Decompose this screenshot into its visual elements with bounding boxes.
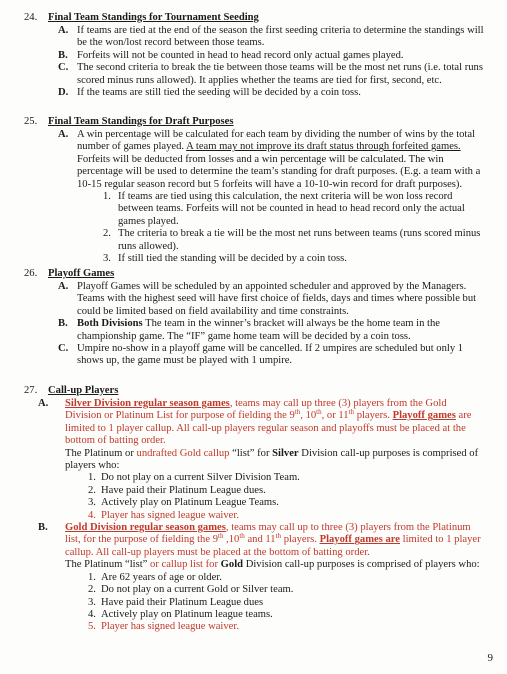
silver-heading: Silver Division regular season games [65, 398, 230, 409]
item-label: B. [58, 318, 68, 330]
sub-label: 2. [88, 584, 96, 596]
item-label: A. [58, 281, 69, 292]
page-number: 9 [487, 652, 493, 664]
callup-gold [0, 522, 507, 572]
list-intro-text: The Platinum “list” [65, 559, 148, 571]
sub-label: 1. [103, 191, 111, 203]
list-intro-red: or callup list for [150, 559, 219, 571]
sub-text: Have paid their Platinum League dues [101, 596, 264, 608]
item-text: The team in the winner’s bracket will always be the home team in the championship game. The “IF” game home team will be decided by a coin toss. [77, 318, 440, 342]
item-label: A. [38, 398, 49, 409]
playoff-games-label: Playoff games [392, 410, 456, 422]
sub-text: Do not play on a current Gold or Silver team. [101, 584, 294, 596]
silver-list-intro [65, 448, 485, 473]
item-label: D. [58, 87, 69, 99]
sub-label: 3. [88, 596, 96, 608]
item-text: If teams are tied at the end of the season the first seeding criteria to determine the standings will be the won/lost record between those teams. [77, 25, 484, 49]
sub-label: 2. [88, 484, 96, 496]
list-intro-text: Division call-up purposes is comprised of players who: [65, 447, 479, 472]
section-27 [0, 385, 507, 634]
gold-heading: Gold Division regular season games [65, 522, 226, 534]
silver-text: , 10 [300, 410, 317, 422]
sub-text: Have paid their Platinum League dues. [101, 484, 266, 496]
sub-text: Actively play on Platinum League Teams. [101, 497, 279, 509]
sub-label: 4. [88, 509, 96, 521]
item-bold-lead: Both Divisions [77, 318, 143, 330]
sub-text: Actively play on Platinum league teams. [101, 608, 273, 620]
callup-silver [0, 398, 507, 472]
item-label: B. [58, 49, 68, 61]
sub-label: 1. [88, 472, 96, 484]
sub-label: 3. [103, 253, 111, 265]
item-text: Forfeits will not be counted in head to head record only actual games played. [77, 49, 404, 61]
list-intro-bold: Gold [220, 559, 244, 571]
section-24 [0, 12, 507, 99]
list-intro-text: The Platinum or [65, 447, 134, 459]
section-number: 24. [24, 12, 38, 23]
item-text-cont: Forfeits will be deducted from losses and a win percentage will be calculated. The win percentage will be used to determine the team’s standing for draft purposes. (E.g. a team with a 10-15 regular season record but 5 forfeits will have a 10-10-win record for draft purposes). [77, 153, 481, 190]
superscript: th [239, 532, 245, 541]
underlined-rule: A team may not improve its draft status through forfeited games. [186, 141, 461, 153]
section-number: 27. [24, 385, 38, 396]
section-26 [0, 268, 507, 368]
item-label: A. [58, 129, 69, 140]
list-intro-text: “list” for [232, 447, 270, 459]
sub-text: Player has signed league waiver. [101, 509, 239, 521]
item-text: If the teams are still tied the seeding will be decided by a coin toss. [77, 87, 361, 99]
item-text: Umpire no-show in a playoff game will be cancelled. If 2 umpires are scheduled but only 1 shows up, the game must be played with 1 umpire. [77, 343, 464, 367]
list-intro-text: Division call-up purposes is comprised of players who: [245, 559, 480, 571]
superscript: th [218, 532, 224, 541]
item-label: C. [58, 343, 69, 355]
silver-text: , teams may call up three (3) players from the Gold Division or Platinum List for purpose of fielding the 9 [65, 398, 447, 422]
section-title: Playoff Games [48, 268, 115, 279]
sub-label: 3. [88, 497, 96, 509]
sub-label: 5. [88, 621, 96, 633]
gold-text: , teams may call up to three (3) players from the Platinum list, for the purpose of fielding the 9 [65, 522, 471, 546]
sub-label: 2. [103, 228, 111, 240]
silver-text: are limited to 1 player callup. All call-up players regular season and playoffs must be placed at the bottom of batting order. [65, 410, 472, 447]
list-intro-red: undrafted Gold callup [136, 447, 230, 459]
superscript: th [316, 408, 322, 417]
sub-label: 4. [88, 608, 96, 620]
item-label: A. [58, 25, 69, 36]
item-text: A win percentage will be calculated for each team by dividing the number of wins by the total number of games played. [77, 129, 476, 153]
section-number: 26. [24, 268, 38, 279]
gold-list-intro [65, 559, 485, 571]
section-title: Final Team Standings for Draft Purposes [48, 116, 234, 127]
sub-text: If still tied the standing will be decided by a coin toss. [118, 253, 347, 265]
section-25 [0, 116, 507, 265]
item-text: Playoff Games will be scheduled by an appointed scheduler and approved by the Managers. Teams with the highest seed will have first choice of fields, days and times where possible but could be limited based on field availability and time constraints. [77, 281, 477, 317]
superscript: th [275, 532, 282, 541]
gold-text: limited to 1 player callup. All call-up players must be placed at the bottom of batting order. [65, 534, 481, 558]
sub-text: Do not play on a current Silver Division Team. [101, 472, 300, 484]
superscript: th [348, 408, 355, 417]
list-intro-bold: Silver [272, 447, 299, 459]
gold-text: players. [281, 534, 317, 546]
sub-text: Player has signed league waiver. [101, 621, 239, 633]
sub-text: The criteria to break a tie will be the most net runs between teams (runs scored minus runs allowed). [118, 228, 481, 252]
section-title: Final Team Standings for Tournament Seeding [48, 12, 259, 23]
item-text: The second criteria to break the tie between those teams will be the most net runs (i.e. total runs scored minus runs allowed). It applies whether the teams are tied for first, second, etc. [77, 62, 483, 86]
section-number: 25. [24, 116, 38, 127]
sub-label: 1. [88, 571, 96, 583]
playoff-games-label: Playoff games are [319, 534, 401, 546]
silver-text: players. [354, 410, 390, 422]
gold-text: ,10 [223, 534, 240, 546]
sub-text: Are 62 years of age or older. [101, 571, 222, 583]
superscript: th [294, 408, 301, 417]
gold-text: and 11 [244, 534, 276, 546]
silver-text: , or 11 [321, 410, 349, 422]
section-title: Call-up Players [48, 385, 119, 396]
item-label: C. [58, 62, 69, 74]
sub-text: If teams are tied using this calculation, the next criteria will be won loss record between teams. Forfeits will not be counted in head to head record only the actual games played. [118, 191, 465, 227]
item-label: B. [38, 522, 48, 534]
